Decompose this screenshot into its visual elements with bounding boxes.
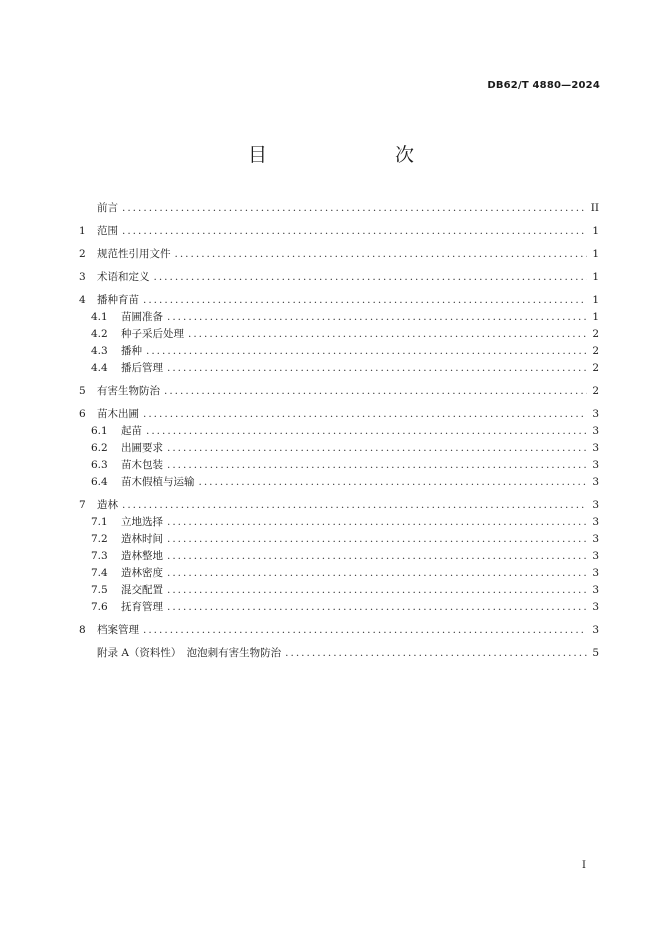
toc-entry[interactable] <box>79 582 599 599</box>
toc-entry-number: 4.2 <box>91 328 108 340</box>
toc-entry[interactable] <box>79 200 599 217</box>
toc-entry-title: 播种育苗 <box>97 294 139 306</box>
toc-entry-page: 1 <box>592 294 599 306</box>
toc-entry-title: 附录 A（资料性） 泡泡刺有害生物防治 <box>97 647 282 659</box>
toc-entry[interactable] <box>79 565 599 582</box>
toc-entry[interactable] <box>79 269 599 286</box>
toc-entry[interactable] <box>79 223 599 240</box>
toc-entry-title: 苗木包装 <box>121 459 163 471</box>
toc-entry-title: 立地选择 <box>121 516 163 528</box>
toc-entry-page: 2 <box>592 362 599 374</box>
toc-entry-number: 3 <box>79 271 86 283</box>
toc-entry-title: 规范性引用文件 <box>97 248 171 260</box>
toc-dot-leader <box>143 622 587 639</box>
toc-entry[interactable] <box>79 457 599 474</box>
toc-entry-page: 3 <box>592 601 599 613</box>
toc-entry-number: 7.2 <box>91 533 108 545</box>
toc-entry-title: 抚育管理 <box>121 601 163 613</box>
toc-entry-title: 出圃要求 <box>121 442 163 454</box>
toc-dot-leader <box>167 582 587 599</box>
toc-entry[interactable] <box>79 309 599 326</box>
toc-dot-leader <box>199 474 588 491</box>
toc-dot-leader <box>167 457 587 474</box>
toc-entry-number: 4.3 <box>91 345 108 357</box>
toc-entry[interactable] <box>79 406 599 423</box>
toc-entry-number: 6.4 <box>91 476 108 488</box>
toc-dot-leader <box>122 200 587 217</box>
toc-dot-leader <box>167 565 587 582</box>
toc-dot-leader <box>167 531 587 548</box>
toc-entry[interactable] <box>79 599 599 616</box>
toc-entry-page: 3 <box>592 550 599 562</box>
toc-dot-leader <box>285 645 587 662</box>
toc-entry[interactable] <box>79 423 599 440</box>
toc-entry-title: 造林整地 <box>121 550 163 562</box>
toc-entry-number: 5 <box>79 385 86 397</box>
toc-entry-title: 种子采后处理 <box>121 328 184 340</box>
document-code: DB62/T 4880—2024 <box>487 80 600 91</box>
toc-entry[interactable] <box>79 474 599 491</box>
toc-entry-page: 3 <box>592 408 599 420</box>
toc-entry[interactable] <box>79 622 599 639</box>
toc-entry-number: 7.5 <box>91 584 108 596</box>
toc-entry-title: 播种 <box>121 345 142 357</box>
toc-entry-page: 3 <box>592 584 599 596</box>
toc-entry-page: 3 <box>592 516 599 528</box>
toc-dot-leader <box>164 383 587 400</box>
toc-entry[interactable] <box>79 246 599 263</box>
toc-entry-number: 6 <box>79 408 86 420</box>
toc-entry-page: 2 <box>592 328 599 340</box>
toc-entry-title: 造林密度 <box>121 567 163 579</box>
toc-entry-number: 7 <box>79 499 86 511</box>
toc-entry-page: 3 <box>592 499 599 511</box>
toc-entry-page: II <box>590 202 599 214</box>
toc-entry-title: 造林 <box>97 499 118 511</box>
toc-entry[interactable] <box>79 326 599 343</box>
toc-entry-title: 苗圃准备 <box>121 311 163 323</box>
toc-dot-leader <box>122 223 587 240</box>
toc-entry-title: 起苗 <box>121 425 142 437</box>
toc-entry-number: 7.1 <box>91 516 108 528</box>
toc-dot-leader <box>143 292 587 309</box>
toc-entry-number: 4.4 <box>91 362 108 374</box>
toc-entry-number: 6.2 <box>91 442 108 454</box>
toc-entry-page: 3 <box>592 425 599 437</box>
toc-dot-leader <box>175 246 588 263</box>
toc-entry-number: 7.6 <box>91 601 108 613</box>
toc-dot-leader <box>167 309 587 326</box>
toc-dot-leader <box>143 406 587 423</box>
toc-entry-title: 造林时间 <box>121 533 163 545</box>
table-of-contents <box>79 200 599 662</box>
toc-entry-title: 范围 <box>97 225 118 237</box>
toc-entry-title: 档案管理 <box>97 624 139 636</box>
toc-dot-leader <box>167 548 587 565</box>
toc-entry-title: 苗木出圃 <box>97 408 139 420</box>
toc-entry[interactable] <box>79 514 599 531</box>
toc-entry-title: 前言 <box>97 202 118 214</box>
toc-entry-page: 2 <box>592 345 599 357</box>
toc-entry-number: 6.3 <box>91 459 108 471</box>
toc-entry-page: 5 <box>592 647 599 659</box>
toc-entry-page: 3 <box>592 459 599 471</box>
toc-dot-leader <box>167 360 587 377</box>
toc-entry-number: 7.4 <box>91 567 108 579</box>
toc-entry[interactable] <box>79 548 599 565</box>
toc-entry[interactable] <box>79 531 599 548</box>
toc-entry[interactable] <box>79 343 599 360</box>
toc-entry-page: 1 <box>592 225 599 237</box>
toc-dot-leader <box>154 269 588 286</box>
toc-entry-page: 3 <box>592 567 599 579</box>
toc-entry-page: 1 <box>592 271 599 283</box>
page-number: I <box>582 860 586 871</box>
toc-entry-page: 3 <box>592 442 599 454</box>
toc-entry-number: 6.1 <box>91 425 108 437</box>
toc-entry[interactable] <box>79 645 599 662</box>
toc-dot-leader <box>146 423 587 440</box>
toc-dot-leader <box>167 514 587 531</box>
toc-dot-leader <box>188 326 587 343</box>
toc-entry-number: 1 <box>79 225 86 237</box>
toc-entry-title: 播后管理 <box>121 362 163 374</box>
toc-entry-title: 苗木假植与运输 <box>121 476 195 488</box>
toc-dot-leader <box>122 497 587 514</box>
toc-entry[interactable] <box>79 440 599 457</box>
toc-entry-number: 4.1 <box>91 311 108 323</box>
toc-entry-page: 3 <box>592 624 599 636</box>
toc-entry[interactable] <box>79 292 599 309</box>
page-title: 目 次 <box>247 144 444 166</box>
toc-entry-number: 4 <box>79 294 86 306</box>
toc-entry-page: 2 <box>592 385 599 397</box>
toc-entry-page: 1 <box>592 248 599 260</box>
toc-dot-leader <box>167 599 587 616</box>
toc-dot-leader <box>167 440 587 457</box>
toc-entry-number: 8 <box>79 624 86 636</box>
toc-entry-page: 3 <box>592 533 599 545</box>
toc-entry-number: 7.3 <box>91 550 108 562</box>
toc-entry[interactable] <box>79 383 599 400</box>
toc-entry-page: 3 <box>592 476 599 488</box>
toc-entry[interactable] <box>79 360 599 377</box>
toc-entry-number: 2 <box>79 248 86 260</box>
toc-entry[interactable] <box>79 497 599 514</box>
toc-entry-title: 术语和定义 <box>97 271 150 283</box>
toc-entry-title: 混交配置 <box>121 584 163 596</box>
toc-entry-title: 有害生物防治 <box>97 385 160 397</box>
toc-dot-leader <box>146 343 587 360</box>
toc-entry-page: 1 <box>592 311 599 323</box>
